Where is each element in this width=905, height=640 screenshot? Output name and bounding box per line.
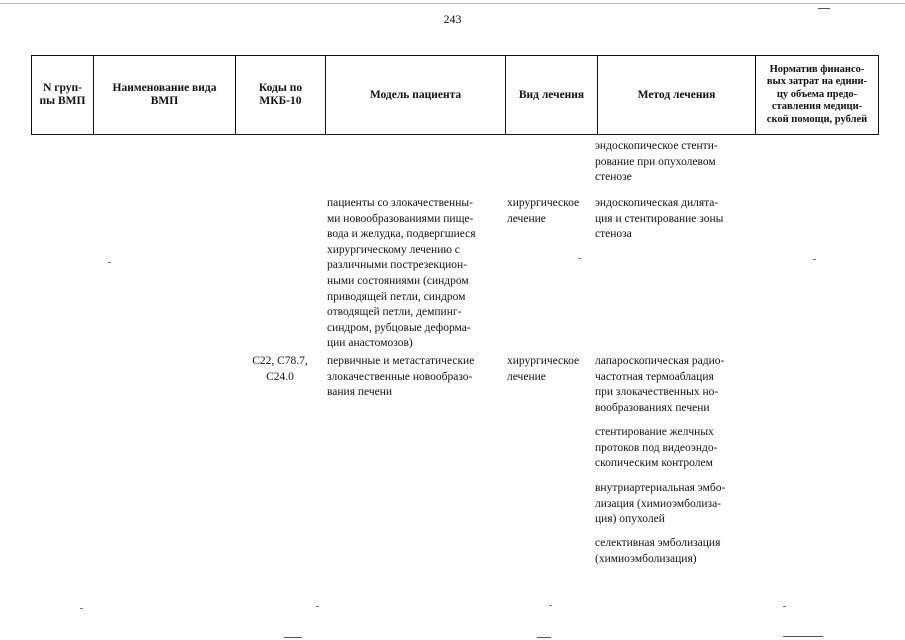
scan-dash	[284, 637, 302, 638]
row-2-method-1-line: ция и стентирование зоны	[595, 212, 724, 225]
header-treatment-method: Метод лечения	[598, 56, 756, 135]
header-group-number: N груп- пы ВМП	[32, 56, 94, 135]
header-treatment-type: Вид лечения	[506, 56, 598, 135]
page-number: 243	[443, 12, 462, 26]
row-3-method-1	[595, 354, 724, 416]
row-2-patient-model-line: приводящей петли, синдром	[327, 290, 466, 303]
row-3-icd-codes	[241, 354, 319, 385]
vmp-table-header	[31, 55, 879, 135]
row-3-method-2-line: стентирование желчных	[595, 426, 714, 438]
row-2-patient-model-line: хирургическому лечению с	[327, 243, 460, 256]
row-3-method-3	[595, 481, 725, 528]
row-3-method-2-line: протоков под видеоэндо-	[595, 441, 718, 454]
scan-speck	[783, 606, 786, 607]
row-2-treatment-type	[507, 196, 579, 227]
scan-speck	[108, 262, 111, 263]
row-3-patient-model-line: злокачественные новообразо-	[327, 370, 473, 383]
row-2-method-1	[595, 196, 723, 243]
scan-speck	[813, 259, 816, 260]
scan-top-rule	[0, 3, 905, 4]
row-2-patient-model-line: ми новообразованиями пище-	[327, 212, 474, 225]
row-3-method-4-line: селективная эмболизация	[595, 537, 721, 549]
row-3-treatment-type-line: хирургическое	[507, 355, 580, 367]
scan-dash	[537, 637, 551, 638]
row-3-method-1-line: при злокачественных но-	[595, 386, 719, 399]
row-3-treatment-type-line: лечение	[507, 370, 546, 383]
row-2-treatment-type-line: лечение	[507, 212, 546, 225]
row-3-patient-model	[327, 354, 474, 401]
row-2-patient-model-line: синдром, рубцовые деформа-	[327, 321, 471, 334]
header-financial-norm: Норматив финансо- вых затрат на едини- цу объема предо- ставления медици- ской помощи, рублей	[756, 56, 879, 135]
scan-speck	[80, 608, 83, 609]
row-2-method-1-line: эндоскопическая дилята-	[595, 197, 719, 209]
row-2-patient-model	[327, 196, 476, 352]
row-2-patient-model-line: отводящей петли, демпинг-	[327, 306, 462, 319]
header-vmp-name: Наименование вида ВМП	[94, 56, 236, 135]
row-2-patient-model-line: пациенты со злокачественны-	[327, 197, 473, 209]
row-3-icd-codes-line: C22, C78.7,	[252, 355, 308, 367]
header-icd-codes: Коды по МКБ-10	[236, 56, 326, 135]
row-3-method-3-line: лизация (химиоэмболиза-	[595, 497, 722, 510]
row-1-method-1-line: рование при опухолевом	[595, 155, 716, 168]
row-3-treatment-type	[507, 354, 579, 385]
scan-dash	[783, 636, 823, 637]
row-3-method-2-line: скопическим контролем	[595, 457, 713, 470]
row-2-patient-model-line: ными состояниями (синдром	[327, 274, 469, 287]
row-1-method-1-line: стенозе	[595, 171, 632, 184]
row-3-icd-codes-line: C24.0	[266, 370, 294, 383]
row-2-patient-model-line: вода и желудка, подвергшиеся	[327, 228, 476, 241]
row-3-patient-model-line: вания печени	[327, 386, 393, 399]
scan-speck	[549, 605, 552, 606]
row-3-method-3-line: ция) опухолей	[595, 513, 665, 526]
row-3-method-1-line: частотная термоаблация	[595, 370, 714, 383]
row-2-method-1-line: стеноза	[595, 228, 632, 241]
row-2-patient-model-line: ции анастомозов)	[327, 337, 413, 350]
row-2-patient-model-line: различными пострезекцион-	[327, 259, 467, 272]
row-2-treatment-type-line: хирургическое	[507, 197, 580, 209]
row-3-method-2	[595, 425, 717, 472]
row-1-method-1	[595, 139, 718, 186]
scan-dash	[818, 8, 830, 9]
header-patient-model: Модель пациента	[326, 56, 506, 135]
row-1-method-1-line: эндоскопическое стенти-	[595, 140, 718, 152]
scan-speck	[578, 258, 581, 259]
row-3-method-4	[595, 536, 720, 567]
row-3-method-4-line: (химиоэмболизация)	[595, 552, 697, 565]
scan-speck	[316, 606, 319, 607]
row-3-method-1-line: лапароскопическая радио-	[595, 355, 725, 367]
row-3-patient-model-line: первичные и метастатические	[327, 355, 475, 367]
row-3-method-3-line: внутриартериальная эмбо-	[595, 482, 726, 494]
row-3-method-1-line: вообразованиях печени	[595, 401, 710, 414]
